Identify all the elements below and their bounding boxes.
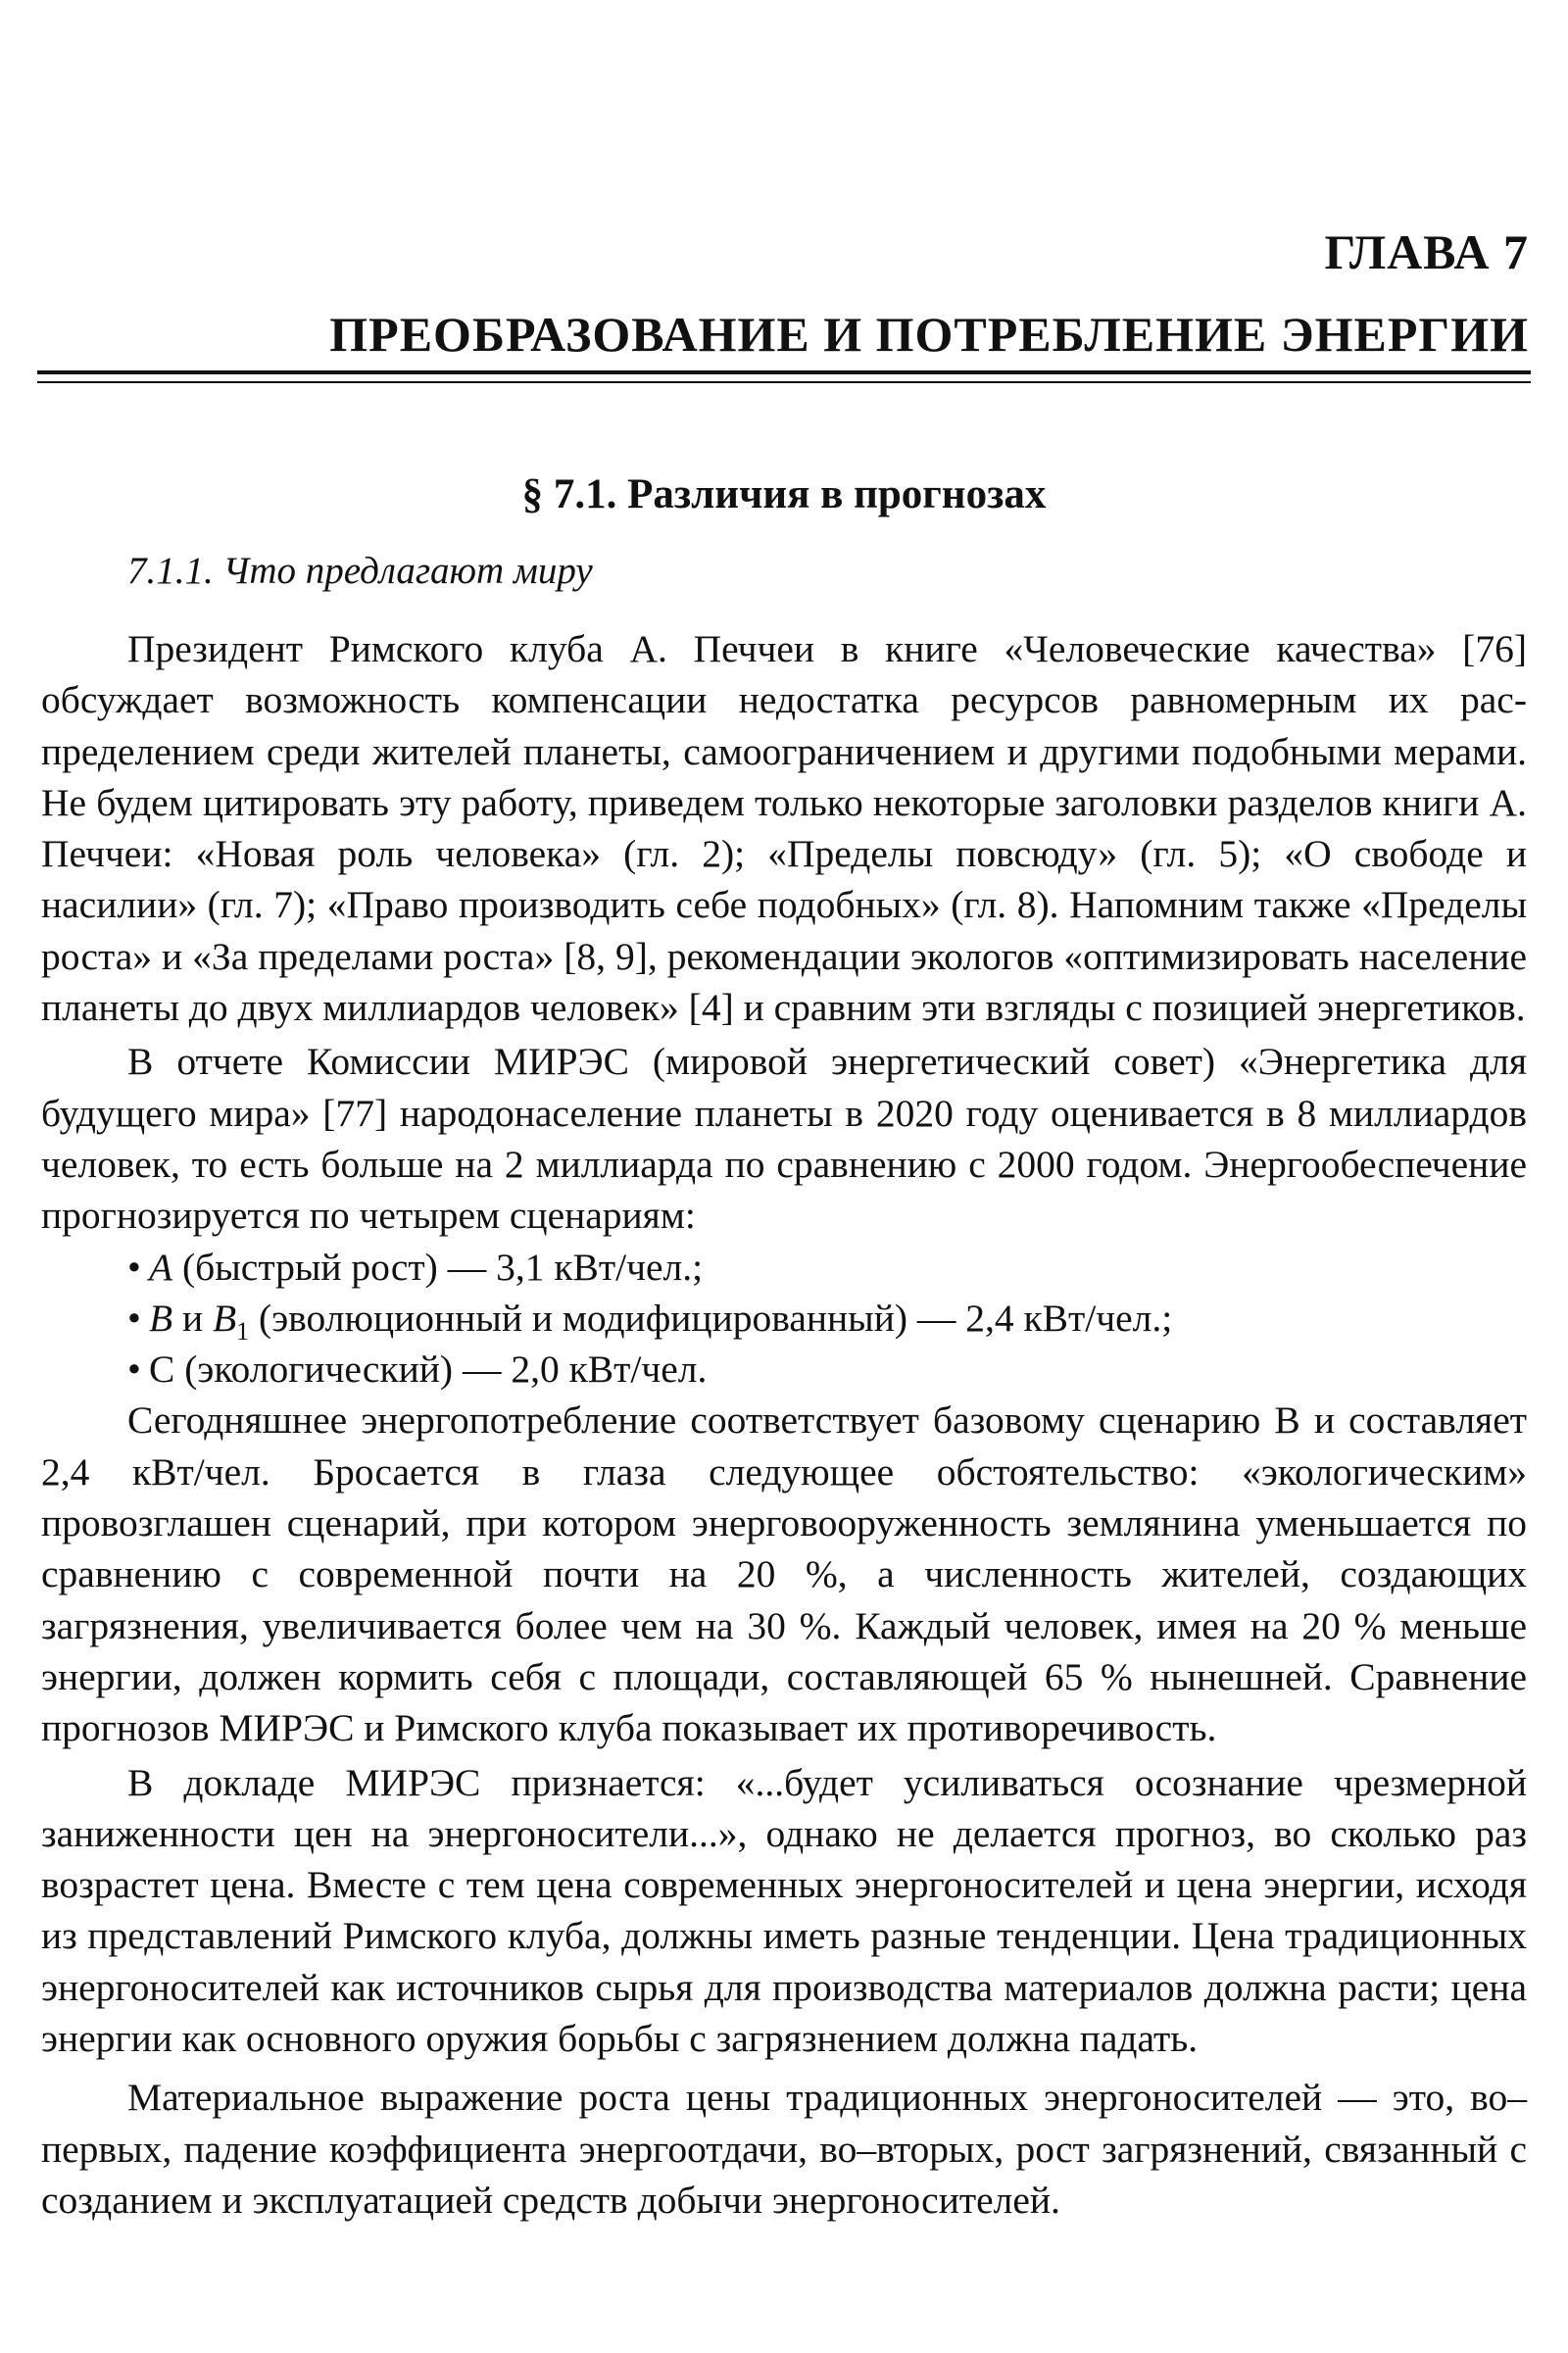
scenario-a-text: (быстрый рост) — 3,1 кВт/чел.; xyxy=(172,1245,704,1289)
body-text xyxy=(41,623,1527,2226)
paragraph-4: В докладе МИРЭС признается: «...будет усиливаться осознание чрезмерной заниженности цен на энергоносители...», однако не делается прогноз, во сколько раз возрастет цена. Вместе с тем цена современных энергоносителей и цена энергии, исходя из представлений Римского клуба, должны иметь разные тенденции. Цена традиционных энергоносителей как источников сырья для производства материалов должна расти; цена энергии как основного оружия борьбы с загрязнением должна падать. xyxy=(41,1760,1527,2061)
scenario-a-name: A xyxy=(149,1245,173,1289)
scenario-b xyxy=(41,1293,1527,1344)
chapter-title: ПРЕОБРАЗОВАНИЕ И ПОТРЕБЛЕНИЕ ЭНЕРГИИ xyxy=(329,307,1529,362)
paragraph-5: Материальное выражение роста цены традиционных энергоносителей — это, во–первых, падение коэффициента энергоотдачи, во–вторых, рост загрязнений, связанный с созданием и эксплуатацией средств добычи энергоносителей. xyxy=(41,2076,1527,2222)
scenario-b-conj: и xyxy=(172,1296,214,1340)
scenario-a xyxy=(41,1242,1527,1293)
paragraph-3: Сегодняшнее энергопотребление соответствует базовому сценарию B и составляет 2,4 кВт/чел. Бросается в глаза следующее обстоятельство: «экологическим» провозглашен сценарий, при котором энерговооруженность землянина уменьшается по сравнению с современной почти на 20 %, а численность жителей, создающих загрязнения, увеличивается более чем на 30 %. Каждый человек, имея на 20 % меньше энергии, должен кормить себя с площади, составляющей 65 % нынешней. Сравнение прогнозов МИРЭС и Римского клуба показывает их противоречивость. xyxy=(41,1398,1527,1750)
bullet-icon: • xyxy=(127,1245,141,1289)
chapter-rule-thick xyxy=(37,370,1531,374)
scenario-b1-subscript: 1 xyxy=(236,1316,250,1346)
bullet-icon: • xyxy=(127,1348,141,1392)
scenario-list xyxy=(41,1242,1527,1396)
paragraph-1: Президент Римского клуба А. Печчеи в книге «Человеческие качества» [76] обсуждает возможность компенсации недостатка ресурсов равномерным их распределением среди жителей планеты, самоограничением и другими подобными мерами. Не будем цитировать эту работу, приведем только некоторые заголовки разделов книги А. Печчеи: «Новая роль человека» (гл. 2); «Пределы повсюду» (гл. 5); «О свободе и насилии» (гл. 7); «Право производить себе подобных» (гл. 8). Напомним также «Пределы роста» и «За пределами роста» [8, 9], рекомендации экологов «оптимизировать население планеты до двух миллиардов человек» [4] и сравним эти взгляды с позицией энергетиков. xyxy=(41,627,1527,1030)
bullet-icon: • xyxy=(127,1296,141,1340)
subsection-title: 7.1.1. Что предлагают миру xyxy=(127,550,593,592)
scenario-c-text: С (экологический) — 2,0 кВт/чел. xyxy=(149,1348,708,1392)
chapter-number: ГЛАВА 7 xyxy=(1324,224,1529,279)
section-title: § 7.1. Различия в прогнозах xyxy=(521,471,1047,517)
scenario-c xyxy=(41,1344,1527,1395)
scenario-b-name: B xyxy=(149,1296,173,1340)
chapter-rule-thin xyxy=(37,381,1531,383)
paragraph-2: В отчете Комиссии МИРЭС (мировой энергетический совет) «Энергетика для будущего мира» [77] народонаселение планеты в 2020 году оценивается в 8 миллиардов человек, то есть больше на 2 миллиарда по сравнению с 2000 годом. Энергообеспечение прогнозируется по четырем сценариям: xyxy=(41,1040,1527,1238)
scenario-b1-name: B xyxy=(213,1296,237,1340)
scenario-b-text: (эволюционный и модифицированный) — 2,4 кВт/чел.; xyxy=(249,1296,1173,1340)
